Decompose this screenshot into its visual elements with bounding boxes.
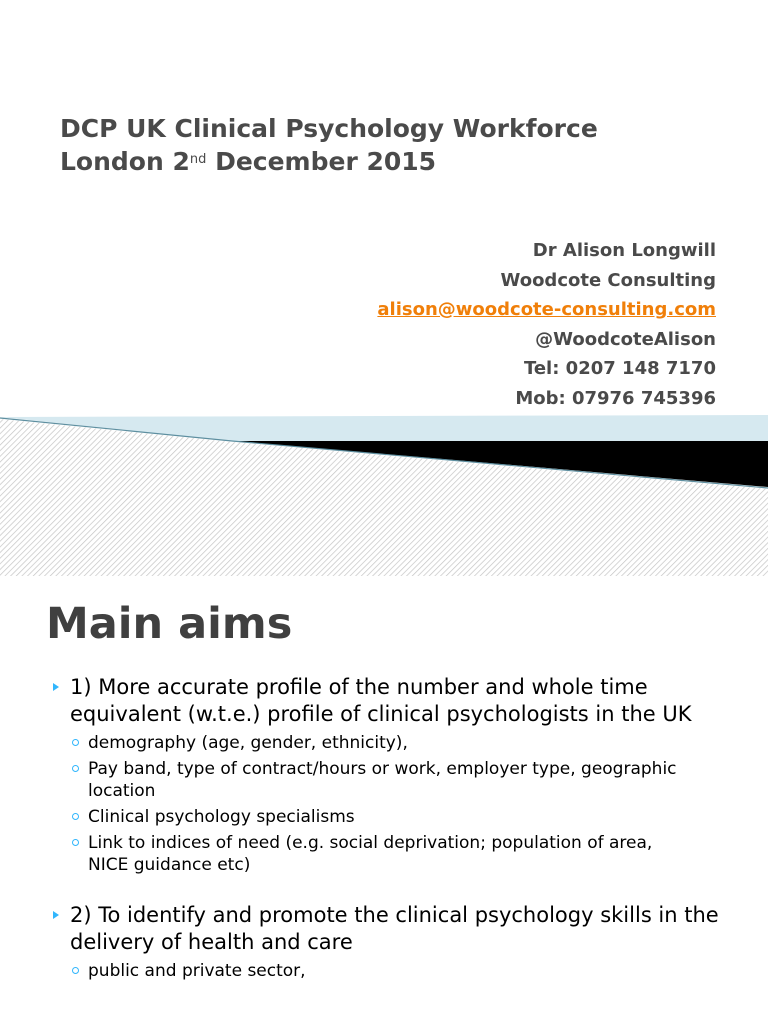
slide-title [60, 112, 598, 178]
sub-point-text: public and private sector, [88, 961, 306, 981]
arrow-bullet-icon [53, 911, 59, 919]
aims-list [0, 674, 768, 986]
sub-point-text: Pay band, type of contract/hours or work, employer type, geographic location [88, 759, 677, 801]
aim-text: 1) More accurate profile of the number and whole time equivalent (w.t.e.) profile of clinical psychologists in the UK [70, 675, 692, 726]
sub-point [0, 758, 768, 802]
main-aims-slide [0, 576, 768, 1024]
aim-item [0, 674, 768, 728]
contact-block [377, 236, 716, 413]
circle-bullet-icon [72, 967, 79, 974]
title-line-1: DCP UK Clinical Psychology Workforce [60, 114, 598, 143]
decorative-wave-band [0, 405, 768, 576]
title-ordinal-suffix: nd [189, 152, 207, 167]
title-line-2-end: December 2015 [206, 147, 437, 176]
main-aims-heading: Main aims [46, 599, 293, 649]
presenter-organisation: Woodcote Consulting [500, 269, 716, 291]
mobile-number: Mob: 07976 745396 [515, 387, 716, 409]
aim-text: 2) To identify and promote the clinical psychology skills in the delivery of health and care [70, 903, 719, 954]
circle-bullet-icon [72, 813, 79, 820]
circle-bullet-icon [72, 739, 79, 746]
sub-point [0, 806, 768, 828]
arrow-bullet-icon [53, 683, 59, 691]
aim-item [0, 902, 768, 956]
telephone-number: Tel: 0207 148 7170 [523, 358, 716, 379]
sub-point [0, 960, 768, 982]
email-link[interactable]: alison@woodcote-consulting.com [377, 299, 716, 320]
sub-point-text: Link to indices of need (e.g. social deprivation; population of area, NICE guidance etc) [88, 833, 653, 875]
title-line-2-start: London 2 [60, 147, 190, 176]
circle-bullet-icon [72, 839, 79, 846]
sub-point [0, 732, 768, 754]
sub-point-text: Clinical psychology specialisms [88, 807, 355, 827]
twitter-handle: @WoodcoteAlison [535, 328, 716, 350]
presenter-name: Dr Alison Longwill [532, 240, 716, 261]
sub-point-text: demography (age, gender, ethnicity), [88, 733, 408, 753]
circle-bullet-icon [72, 765, 79, 772]
sub-point [0, 832, 768, 876]
